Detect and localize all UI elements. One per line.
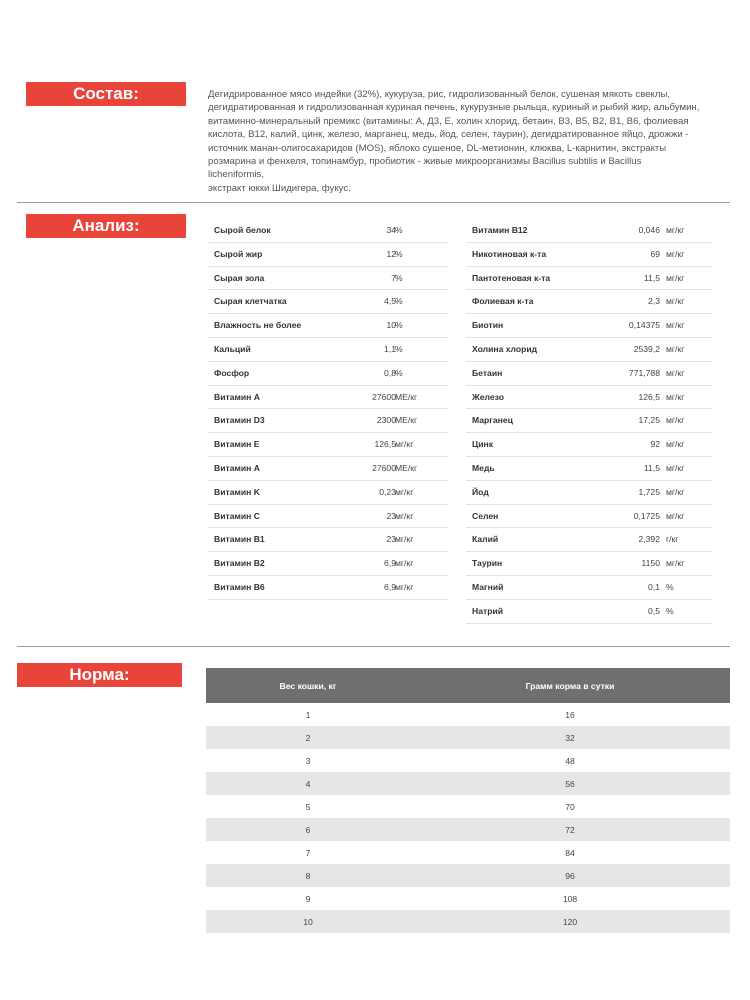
nutrient-unit: мг/кг: [666, 486, 685, 497]
ration-row: [206, 795, 730, 818]
nutrient-value: 771,788: [628, 367, 660, 378]
analysis-row: [466, 219, 712, 243]
nutrient-name: Влажность не более: [214, 320, 302, 331]
nutrient-name: Сырой белок: [214, 225, 271, 235]
nutrient-unit: %: [395, 296, 403, 307]
nutrient-value: 126,5: [638, 391, 660, 402]
analysis-row: [208, 267, 448, 291]
analysis-row: [208, 409, 448, 433]
nutrient-unit: МЕ/кг: [395, 391, 418, 402]
nutrient-name: Марганец: [472, 415, 513, 426]
daily-grams-cell: 16: [565, 709, 575, 720]
ration-row: [206, 887, 730, 910]
ration-row: [206, 818, 730, 841]
nutrient-unit: мг/кг: [666, 343, 685, 354]
nutrient-unit: %: [395, 367, 403, 378]
nutrient-name: Витамин А: [214, 462, 260, 473]
analysis-row: [466, 409, 712, 433]
nutrient-name: Пантотеновая к-та: [472, 272, 551, 283]
nutrient-name: Витамин В12: [472, 225, 528, 235]
cat-weight-cell: 2: [206, 726, 410, 749]
nutrient-unit: мг/кг: [666, 320, 685, 331]
composition-text: [208, 88, 700, 195]
nutrient-name: Магний: [472, 581, 504, 592]
composition-line: экстракт юкки Шидигера, фукус.: [208, 182, 351, 194]
nutrient-value: 126,5: [374, 439, 396, 450]
nutrient-unit: мг/кг: [395, 486, 414, 497]
analysis-row: [208, 219, 448, 243]
nutrient-unit: МЕ/кг: [395, 462, 418, 473]
nutrient-value: 0,23: [379, 486, 396, 497]
analysis-row: [466, 481, 712, 505]
composition-heading: Состав:: [26, 82, 186, 106]
nutrient-unit: мг/кг: [666, 248, 685, 259]
composition-line: розмарина и фенхеля, топинамбур, пробиотик - живые микроорганизмы Bacillus subtilis и Bacillus licheniformis,: [208, 156, 642, 181]
nutrient-unit: мг/кг: [395, 510, 414, 521]
nutrient-unit: мг/кг: [666, 225, 685, 235]
analysis-row: [466, 338, 712, 362]
nutrient-value: 10: [386, 320, 396, 331]
nutrient-name: Витамин В2: [214, 558, 265, 569]
nutrient-unit: мг/кг: [395, 534, 414, 545]
analysis-row: [466, 243, 712, 267]
nutrient-unit: мг/кг: [666, 367, 685, 378]
analysis-row: [208, 505, 448, 529]
nutrient-value: 27600: [372, 391, 396, 402]
nutrient-name: Бетаин: [472, 367, 503, 378]
nutrient-name: Сырой жир: [214, 248, 263, 259]
analysis-row: [466, 362, 712, 386]
nutrient-name: Натрий: [472, 605, 504, 616]
ration-row: [206, 749, 730, 772]
nutrient-value: 1150: [641, 558, 660, 569]
nutrient-name: Витамин K: [214, 486, 260, 497]
nutrient-name: Витамин В1: [214, 534, 265, 545]
nutrient-name: Биотин: [472, 320, 504, 331]
nutrient-value: 0,8: [384, 367, 396, 378]
nutrient-value: 11,5: [643, 462, 660, 473]
cat-weight-cell: 9: [305, 893, 311, 904]
ration-header-row: [206, 668, 730, 703]
daily-grams-cell: 32: [410, 726, 730, 749]
cat-weight-cell: 5: [305, 801, 311, 812]
nutrient-name: Витамин C: [214, 510, 260, 521]
nutrient-name: Сырая зола: [214, 272, 265, 283]
nutrient-name: Фосфор: [214, 367, 250, 378]
nutrient-unit: %: [666, 581, 674, 592]
cat-weight-cell: 10: [206, 910, 410, 933]
nutrient-value: 92: [650, 439, 660, 450]
analysis-row: [208, 362, 448, 386]
analysis-right-column: [466, 219, 712, 624]
daily-grams-cell: 72: [410, 818, 730, 841]
nutrient-unit: мг/кг: [666, 439, 685, 450]
nutrient-name: Железо: [472, 391, 504, 402]
analysis-row: [466, 600, 712, 624]
analysis-row: [208, 314, 448, 338]
daily-grams-cell: 48: [565, 755, 575, 766]
cat-weight-cell: 3: [305, 755, 311, 766]
nutrient-value: 12: [386, 248, 396, 259]
daily-grams-cell: 108: [562, 893, 578, 904]
analysis-row: [208, 290, 448, 314]
analysis-row: [466, 433, 712, 457]
analysis-row: [466, 576, 712, 600]
analysis-left-column: [208, 219, 448, 600]
nutrient-value: 2,3: [648, 296, 660, 307]
nutrient-unit: %: [395, 272, 403, 283]
nutrient-value: 1,1: [384, 343, 396, 354]
nutrient-value: 27600: [372, 462, 396, 473]
nutrient-name: Таурин: [472, 558, 503, 569]
nutrient-unit: мг/кг: [666, 510, 685, 521]
composition-line: Дегидрированное мясо индейки (32%), кукуруза, рис, гидролизованный белок, сушеная мякоть свеклы,: [208, 89, 671, 100]
analysis-row: [208, 576, 448, 600]
analysis-row: [466, 386, 712, 410]
nutrient-unit: г/кг: [666, 534, 679, 545]
daily-grams-cell: 56: [410, 772, 730, 795]
nutrient-value: 2539,2: [633, 343, 660, 354]
weight-column-header: Вес кошки, кг: [206, 668, 410, 703]
daily-grams-cell: 84: [565, 847, 575, 858]
analysis-row: [208, 528, 448, 552]
nutrient-value: 23: [386, 534, 396, 545]
nutrient-unit: %: [395, 248, 403, 259]
nutrient-value: 2300: [376, 415, 396, 426]
composition-line: кислота, В12, калий, цинк, железо, марганец, медь, йод, селен, таурин), дегидратированное яйцо, дрожжи -: [208, 129, 689, 141]
nutrient-unit: мг/кг: [666, 296, 685, 307]
nutrient-unit: МЕ/кг: [395, 415, 418, 426]
nutrient-unit: мг/кг: [666, 462, 685, 473]
nutrient-name: Витамин D3: [214, 415, 265, 426]
nutrient-value: 17,25: [638, 415, 660, 426]
analysis-row: [208, 243, 448, 267]
ration-row: [206, 726, 730, 749]
analysis-row: [466, 552, 712, 576]
analysis-row: [466, 457, 712, 481]
nutrient-unit: мг/кг: [395, 558, 414, 569]
cat-weight-cell: 8: [206, 864, 410, 887]
nutrient-value: 69: [650, 248, 660, 259]
analysis-row: [208, 481, 448, 505]
nutrient-name: Витамин E: [214, 439, 260, 450]
section-divider: [17, 202, 730, 203]
nutrient-name: Селен: [472, 510, 499, 521]
nutrient-unit: мг/кг: [395, 439, 414, 450]
analysis-row: [208, 386, 448, 410]
nutrient-value: 0,1725: [633, 510, 660, 521]
nutrient-name: Никотиновая к-та: [472, 248, 547, 259]
nutrient-value: 7: [391, 272, 396, 283]
cat-weight-cell: 6: [206, 818, 410, 841]
analysis-row: [208, 338, 448, 362]
nutrient-name: Йод: [472, 486, 489, 497]
nutrient-name: Фолиевая к-та: [472, 296, 534, 307]
analysis-row: [208, 552, 448, 576]
nutrient-value: 0,5: [648, 605, 660, 616]
nutrient-unit: мг/кг: [666, 391, 685, 402]
nutrient-unit: %: [395, 320, 403, 331]
nutrient-unit: мг/кг: [666, 272, 685, 283]
nutrient-value: 34: [386, 225, 396, 235]
analysis-row: [466, 267, 712, 291]
ration-row: [206, 772, 730, 795]
ration-row: [206, 703, 730, 726]
section-divider: [17, 646, 730, 647]
daily-grams-cell: 70: [565, 801, 575, 812]
nutrient-value: 0,1: [648, 581, 660, 592]
composition-line: дегидратированная и гидролизованная куриная печень, кукурузные рыльца, куриный и рыбий жир, альбумин,: [208, 102, 700, 114]
nutrient-unit: мг/кг: [666, 415, 685, 426]
analysis-row: [208, 433, 448, 457]
nutrient-value: 4,5: [384, 296, 396, 307]
ration-row: [206, 841, 730, 864]
cat-weight-cell: 7: [305, 847, 311, 858]
nutrient-name: Калий: [472, 534, 499, 545]
nutrient-name: Медь: [472, 462, 495, 473]
nutrient-value: 0,046: [638, 225, 660, 235]
nutrient-unit: мг/кг: [666, 558, 685, 569]
nutrient-value: 1,725: [638, 486, 660, 497]
nutrient-name: Цинк: [472, 439, 494, 450]
nutrient-value: 6,9: [384, 558, 396, 569]
daily-grams-cell: 120: [410, 910, 730, 933]
nutrient-value: 2,392: [638, 534, 660, 545]
analysis-heading: Анализ:: [26, 214, 186, 238]
nutrient-name: Сырая клетчатка: [214, 296, 287, 307]
analysis-row: [466, 505, 712, 529]
grams-column-header: Грамм корма в сутки: [410, 668, 730, 703]
analysis-row: [466, 290, 712, 314]
ration-row: [206, 864, 730, 887]
nutrient-value: 11,5: [643, 272, 660, 283]
nutrient-name: Кальций: [214, 343, 251, 354]
daily-grams-cell: 96: [410, 864, 730, 887]
nutrient-value: 23: [386, 510, 396, 521]
ration-row: [206, 910, 730, 933]
nutrient-unit: мг/кг: [395, 581, 414, 592]
nutrient-unit: %: [395, 343, 403, 354]
nutrient-value: 0,14375: [628, 320, 660, 331]
composition-line: источник манан-олигосахаридов (MOS), яблоко сушеное, DL-метионин, клюква, L-карнитин, экстракты: [208, 142, 667, 154]
nutrient-unit: %: [666, 605, 674, 616]
ration-heading: Норма:: [17, 663, 182, 687]
cat-weight-cell: 4: [206, 772, 410, 795]
analysis-row: [466, 314, 712, 338]
nutrient-name: Витамин В6: [214, 581, 265, 592]
analysis-row: [208, 457, 448, 481]
nutrient-name: Холина хлорид: [472, 343, 538, 354]
nutrient-name: Витамин А: [214, 391, 260, 402]
composition-line: витаминно-минеральный премикс (витамины: А, Д3, Е, холин хлорид, бетаин, В3, В5, В2, В1, В6, фолиевая: [208, 115, 689, 127]
nutrient-value: 6,9: [384, 581, 396, 592]
analysis-row: [466, 528, 712, 552]
nutrient-unit: %: [395, 225, 403, 235]
cat-weight-cell: 1: [305, 709, 311, 720]
ration-table: [206, 668, 730, 933]
